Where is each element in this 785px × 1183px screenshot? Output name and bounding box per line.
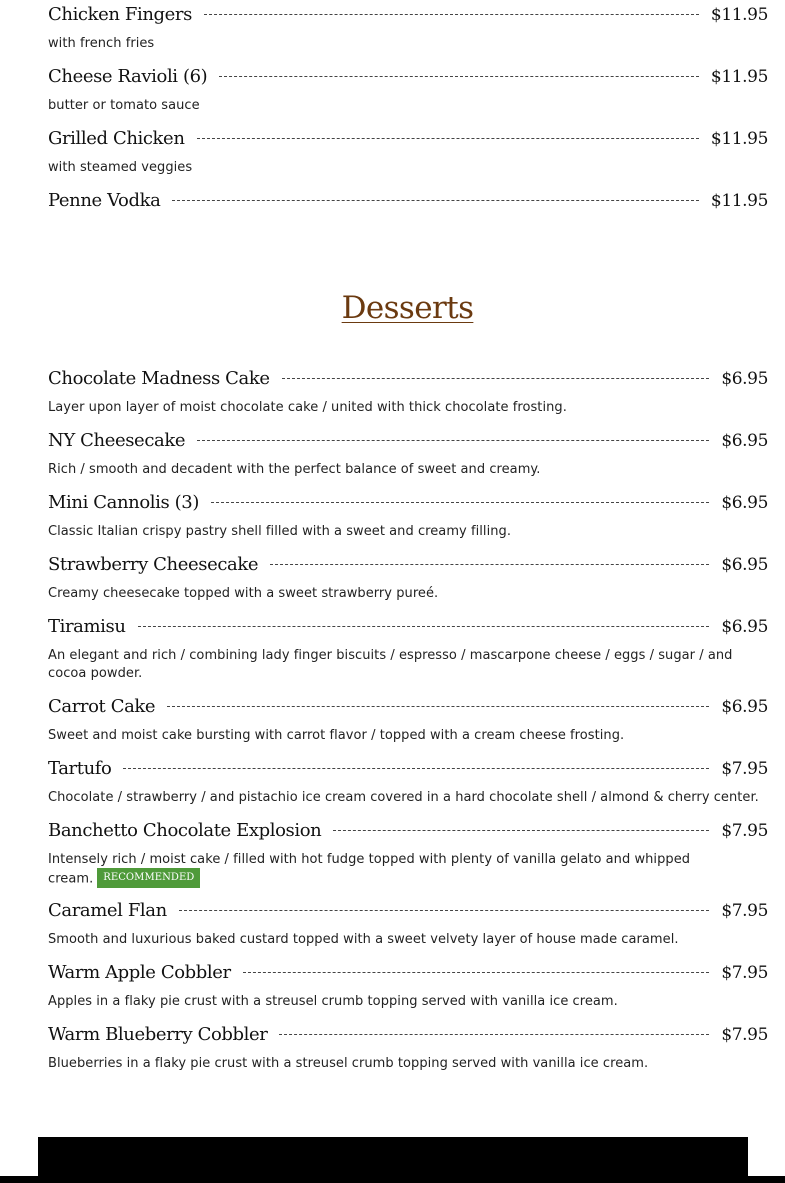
item-description: Smooth and luxurious baked custard topped with a sweet velvety layer of house made caramel. (48, 932, 679, 947)
menu-item (48, 552, 768, 614)
item-name: Tiramisu (48, 616, 126, 637)
item-price: $6.95 (721, 617, 768, 637)
item-price: $6.95 (721, 697, 768, 717)
item-price: $7.95 (721, 963, 768, 983)
dotted-leader (204, 13, 699, 15)
item-description: Apples in a flaky pie crust with a streusel crumb topping served with vanilla ice cream. (48, 994, 618, 1009)
item-name: Caramel Flan (48, 900, 167, 921)
item-description: An elegant and rich / combining lady finger biscuits / espresso / mascarpone cheese / eggs / sugar / and cocoa powder. (48, 648, 733, 681)
item-price: $7.95 (721, 759, 768, 779)
dotted-leader (270, 563, 709, 565)
menu-item (48, 366, 768, 428)
item-price: $11.95 (710, 67, 768, 87)
menu-item (48, 490, 768, 552)
page-bottom-strip (0, 1176, 785, 1183)
dotted-leader (123, 767, 709, 769)
item-name: Chicken Fingers (48, 4, 192, 25)
menu-item (48, 1022, 768, 1084)
item-price: $7.95 (721, 821, 768, 841)
menu-item (48, 756, 768, 818)
dotted-leader (282, 377, 710, 379)
dotted-leader (172, 199, 698, 201)
item-description: Rich / smooth and decadent with the perfect balance of sweet and creamy. (48, 462, 541, 477)
menu-item (48, 694, 768, 756)
item-description: Blueberries in a flaky pie crust with a streusel crumb topping served with vanilla ice cream. (48, 1056, 649, 1071)
item-name: Carrot Cake (48, 696, 156, 717)
dotted-leader (179, 909, 710, 911)
item-name: Banchetto Chocolate Explosion (48, 820, 322, 841)
dotted-leader (279, 1033, 709, 1035)
dotted-leader (211, 501, 709, 503)
item-price: $7.95 (721, 1025, 768, 1045)
item-name: NY Cheesecake (48, 430, 186, 451)
item-description: Creamy cheesecake topped with a sweet strawberry pureé. (48, 586, 439, 601)
dotted-leader (243, 971, 710, 973)
menu-item (48, 614, 768, 694)
item-name: Warm Apple Cobbler (48, 962, 231, 983)
item-name: Cheese Ravioli (6) (48, 66, 208, 87)
desserts-list (48, 366, 768, 1084)
menu-item (48, 126, 768, 188)
item-name: Tartufo (48, 758, 112, 779)
item-description: Classic Italian crispy pastry shell filled with a sweet and creamy filling. (48, 524, 512, 539)
item-price: $7.95 (721, 901, 768, 921)
item-name: Strawberry Cheesecake (48, 554, 259, 575)
item-description: Chocolate / strawberry / and pistachio ice cream covered in a hard chocolate shell / almond & cherry center. (48, 790, 759, 805)
item-price: $6.95 (721, 493, 768, 513)
item-price: $11.95 (710, 191, 768, 211)
dotted-leader (138, 625, 710, 627)
dotted-leader (219, 75, 699, 77)
item-description: Sweet and moist cake bursting with carrot flavor / topped with a cream cheese frosting. (48, 728, 625, 743)
dotted-leader (167, 705, 709, 707)
item-name: Penne Vodka (48, 190, 161, 211)
menu-item (48, 64, 768, 126)
item-description: butter or tomato sauce (48, 98, 200, 113)
item-name: Chocolate Madness Cake (48, 368, 270, 389)
item-description: with french fries (48, 36, 155, 51)
menu-item (48, 428, 768, 490)
menu-item (48, 2, 768, 64)
item-description: Layer upon layer of moist chocolate cake / united with thick chocolate frosting. (48, 400, 567, 415)
menu-item (48, 898, 768, 960)
dotted-leader (333, 829, 709, 831)
item-name: Grilled Chicken (48, 128, 185, 149)
menu-item (48, 188, 768, 228)
item-price: $6.95 (721, 431, 768, 451)
kids-menu-list (48, 2, 768, 228)
item-price: $6.95 (721, 555, 768, 575)
item-description: Intensely rich / moist cake / filled with hot fudge topped with plenty of vanilla gelato and whipped cream. (48, 852, 691, 887)
item-price: $11.95 (710, 5, 768, 25)
item-price: $11.95 (710, 129, 768, 149)
dotted-leader (197, 439, 709, 441)
section-title-desserts: Desserts (341, 290, 474, 326)
menu-item (48, 960, 768, 1022)
item-price: $6.95 (721, 369, 768, 389)
recommended-badge: RECOMMENDED (97, 868, 200, 888)
item-name: Warm Blueberry Cobbler (48, 1024, 268, 1045)
menu-item (48, 818, 768, 898)
dotted-leader (197, 137, 699, 139)
item-description: with steamed veggies (48, 160, 193, 175)
item-name: Mini Cannolis (3) (48, 492, 199, 513)
